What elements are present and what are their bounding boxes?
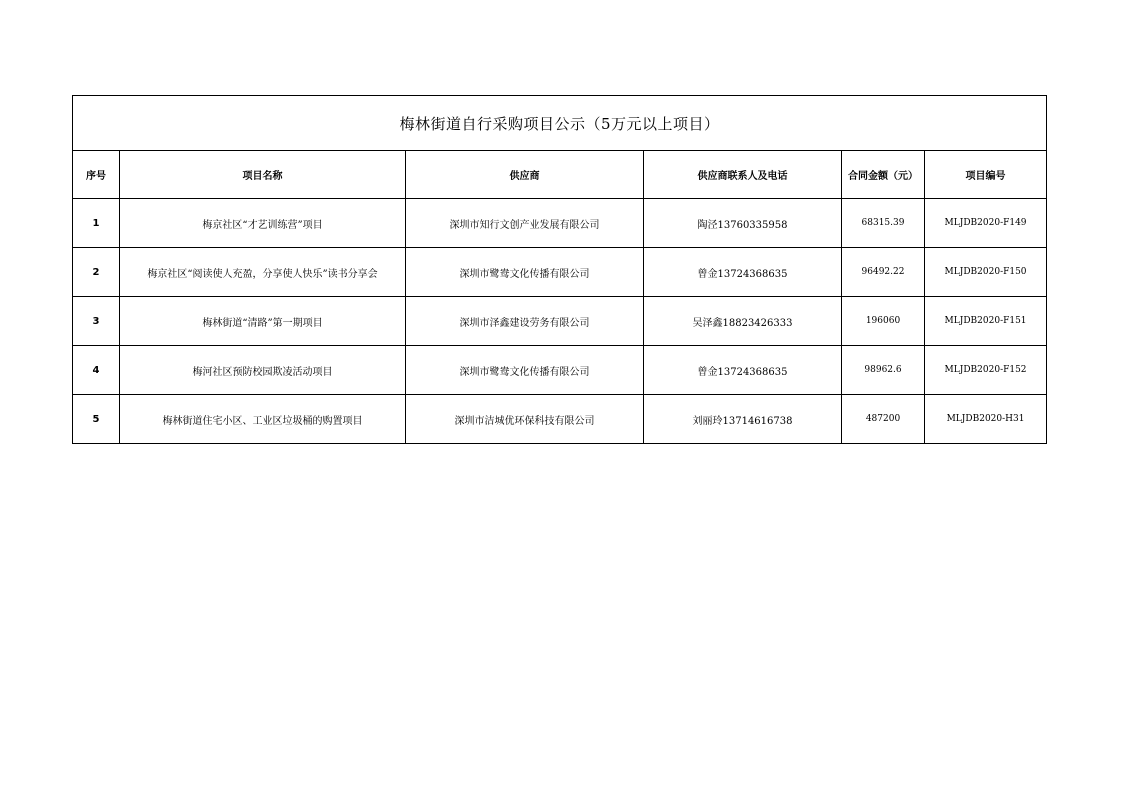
header-row (73, 151, 1047, 199)
cell-supplier: 深圳市鹭鸯文化传播有限公司 (406, 346, 644, 395)
cell-supplier: 深圳市泽鑫建设劳务有限公司 (406, 297, 644, 346)
cell-supplier: 深圳市知行文创产业发展有限公司 (406, 199, 644, 248)
cell-amount: 487200 (842, 395, 925, 444)
cell-index: 1 (73, 199, 120, 248)
cell-amount: 98962.6 (842, 346, 925, 395)
column-header-index: 序号 (73, 151, 120, 199)
cell-amount: 196060 (842, 297, 925, 346)
cell-code: MLJDB2020-F150 (925, 248, 1047, 297)
cell-code: MLJDB2020-F151 (925, 297, 1047, 346)
cell-project-name: 梅河社区预防校园欺凌活动项目 (120, 346, 406, 395)
cell-code: MLJDB2020-H31 (925, 395, 1047, 444)
table-title: 梅林街道自行采购项目公示（5万元以上项目） (73, 96, 1047, 151)
cell-project-name: 梅京社区“阅读使人充盈，分享使人快乐”读书分享会 (120, 248, 406, 297)
cell-code: MLJDB2020-F152 (925, 346, 1047, 395)
cell-supplier: 深圳市洁城优环保科技有限公司 (406, 395, 644, 444)
table-row (73, 395, 1047, 444)
cell-project-name: 梅京社区“才艺训练营”项目 (120, 199, 406, 248)
cell-contact: 刘丽玲13714616738 (644, 395, 842, 444)
cell-index: 3 (73, 297, 120, 346)
cell-amount: 68315.39 (842, 199, 925, 248)
cell-contact: 曾金13724368635 (644, 248, 842, 297)
cell-contact: 吴泽鑫18823426333 (644, 297, 842, 346)
column-header-project-name: 项目名称 (120, 151, 406, 199)
cell-supplier: 深圳市鹭鸯文化传播有限公司 (406, 248, 644, 297)
cell-contact: 陶泾13760335958 (644, 199, 842, 248)
procurement-table-container (72, 95, 1046, 444)
column-header-code: 项目编号 (925, 151, 1047, 199)
cell-index: 2 (73, 248, 120, 297)
title-row (73, 96, 1047, 151)
cell-contact: 曾金13724368635 (644, 346, 842, 395)
cell-code: MLJDB2020-F149 (925, 199, 1047, 248)
procurement-table (72, 95, 1047, 444)
column-header-supplier: 供应商 (406, 151, 644, 199)
cell-index: 4 (73, 346, 120, 395)
cell-project-name: 梅林街道住宅小区、工业区垃圾桶的购置项目 (120, 395, 406, 444)
table-row (73, 199, 1047, 248)
table-row (73, 248, 1047, 297)
table-row (73, 346, 1047, 395)
column-header-amount: 合同金额（元） (842, 151, 925, 199)
column-header-contact: 供应商联系人及电话 (644, 151, 842, 199)
cell-amount: 96492.22 (842, 248, 925, 297)
cell-index: 5 (73, 395, 120, 444)
table-row (73, 297, 1047, 346)
cell-project-name: 梅林街道“清路”第一期项目 (120, 297, 406, 346)
